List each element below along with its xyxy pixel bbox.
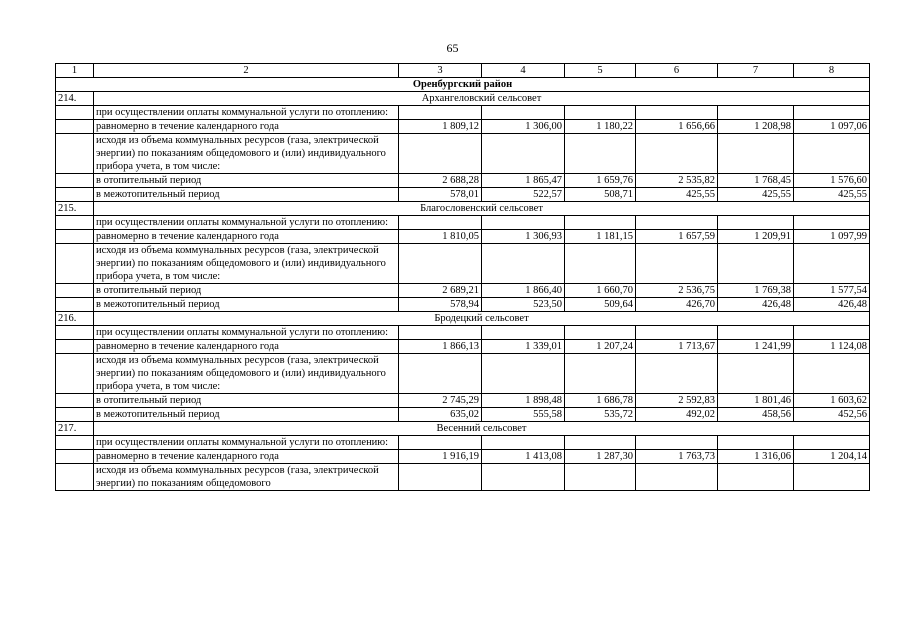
row-description: в отопительный период (94, 394, 399, 408)
value-cell (718, 354, 794, 394)
empty-number-cell (56, 408, 94, 422)
value-cell (482, 216, 565, 230)
value-cell: 1 659,76 (565, 174, 636, 188)
value-cell: 426,70 (636, 298, 718, 312)
value-cell (399, 106, 482, 120)
value-cell (482, 436, 565, 450)
value-cell (565, 244, 636, 284)
row-description: равномерно в течение календарного года (94, 450, 399, 464)
value-cell (399, 244, 482, 284)
value-cell: 1 204,14 (794, 450, 870, 464)
table-row (56, 340, 870, 354)
value-cell (794, 216, 870, 230)
empty-number-cell (56, 174, 94, 188)
value-cell (565, 134, 636, 174)
value-cell: 426,48 (794, 298, 870, 312)
header-cell: 5 (565, 64, 636, 78)
row-description: при осуществлении оплаты коммунальной услуги по отоплению: (94, 106, 399, 120)
value-cell (482, 326, 565, 340)
value-cell: 1 209,91 (718, 230, 794, 244)
value-cell: 1 413,08 (482, 450, 565, 464)
section-number: 216. (56, 312, 94, 326)
section-name: Весенний сельсовет (94, 422, 870, 436)
value-cell (794, 354, 870, 394)
row-description: исходя из объема коммунальных ресурсов (газа, электрической энергии) по показаниям общедомового и (или) индивидуального прибора учета, в том числе: (94, 244, 399, 284)
value-cell: 535,72 (565, 408, 636, 422)
value-cell (399, 216, 482, 230)
header-cell: 3 (399, 64, 482, 78)
row-description: равномерно в течение календарного года (94, 230, 399, 244)
header-cell: 2 (94, 64, 399, 78)
value-cell (636, 134, 718, 174)
value-cell: 1 241,99 (718, 340, 794, 354)
value-cell: 578,01 (399, 188, 482, 202)
value-cell: 1 809,12 (399, 120, 482, 134)
value-cell: 425,55 (794, 188, 870, 202)
empty-number-cell (56, 298, 94, 312)
value-cell: 2 689,21 (399, 284, 482, 298)
value-cell: 2 535,82 (636, 174, 718, 188)
table-row (56, 230, 870, 244)
value-cell: 1 713,67 (636, 340, 718, 354)
row-description: равномерно в течение календарного года (94, 120, 399, 134)
value-cell: 1 866,13 (399, 340, 482, 354)
value-cell: 2 688,28 (399, 174, 482, 188)
value-cell: 458,56 (718, 408, 794, 422)
value-cell: 1 656,66 (636, 120, 718, 134)
table-body (56, 64, 870, 491)
table-row (56, 298, 870, 312)
value-cell: 509,64 (565, 298, 636, 312)
value-cell (718, 244, 794, 284)
table-row (56, 436, 870, 450)
table-row (56, 106, 870, 120)
value-cell: 1 898,48 (482, 394, 565, 408)
section-number: 217. (56, 422, 94, 436)
value-cell: 1 810,05 (399, 230, 482, 244)
value-cell: 1 306,93 (482, 230, 565, 244)
row-description: при осуществлении оплаты коммунальной услуги по отоплению: (94, 436, 399, 450)
value-cell (636, 354, 718, 394)
value-cell: 1 316,06 (718, 450, 794, 464)
header-row (56, 64, 870, 78)
value-cell (482, 354, 565, 394)
value-cell: 1 097,06 (794, 120, 870, 134)
value-cell (399, 464, 482, 491)
value-cell (794, 106, 870, 120)
value-cell (399, 326, 482, 340)
section-number: 215. (56, 202, 94, 216)
value-cell: 508,71 (565, 188, 636, 202)
value-cell: 1 576,60 (794, 174, 870, 188)
header-cell: 1 (56, 64, 94, 78)
value-cell: 1 287,30 (565, 450, 636, 464)
value-cell (636, 326, 718, 340)
value-cell: 452,56 (794, 408, 870, 422)
section-header-row (56, 422, 870, 436)
value-cell (565, 106, 636, 120)
empty-number-cell (56, 244, 94, 284)
row-description: при осуществлении оплаты коммунальной услуги по отоплению: (94, 326, 399, 340)
value-cell: 2 536,75 (636, 284, 718, 298)
row-description: в межотопительный период (94, 188, 399, 202)
section-name: Архангеловский сельсовет (94, 92, 870, 106)
value-cell (794, 326, 870, 340)
table-row (56, 244, 870, 284)
section-name: Благословенский сельсовет (94, 202, 870, 216)
empty-number-cell (56, 450, 94, 464)
value-cell (399, 436, 482, 450)
value-cell: 2 592,83 (636, 394, 718, 408)
value-cell (565, 354, 636, 394)
table-row (56, 216, 870, 230)
value-cell (636, 464, 718, 491)
value-cell: 1 339,01 (482, 340, 565, 354)
value-cell (565, 216, 636, 230)
value-cell (636, 436, 718, 450)
table-row (56, 464, 870, 491)
region-row (56, 78, 870, 92)
table-row (56, 134, 870, 174)
section-header-row (56, 312, 870, 326)
empty-number-cell (56, 394, 94, 408)
row-description: исходя из объема коммунальных ресурсов (газа, электрической энергии) по показаниям общедомового и (или) индивидуального прибора учета, в том числе: (94, 134, 399, 174)
value-cell: 425,55 (636, 188, 718, 202)
table-row (56, 284, 870, 298)
table-row (56, 394, 870, 408)
value-cell (482, 244, 565, 284)
section-name: Бродецкий сельсовет (94, 312, 870, 326)
value-cell (718, 106, 794, 120)
value-cell (636, 244, 718, 284)
value-cell (718, 326, 794, 340)
value-cell: 1 660,70 (565, 284, 636, 298)
empty-number-cell (56, 134, 94, 174)
section-number: 214. (56, 92, 94, 106)
header-cell: 8 (794, 64, 870, 78)
value-cell: 1 865,47 (482, 174, 565, 188)
value-cell: 425,55 (718, 188, 794, 202)
row-description: в межотопительный период (94, 298, 399, 312)
row-description: в отопительный период (94, 174, 399, 188)
empty-number-cell (56, 216, 94, 230)
table-row (56, 326, 870, 340)
value-cell: 1 603,62 (794, 394, 870, 408)
table-row (56, 450, 870, 464)
region-title: Оренбургский район (56, 78, 870, 92)
value-cell (482, 106, 565, 120)
table-row (56, 174, 870, 188)
empty-number-cell (56, 326, 94, 340)
table-row (56, 188, 870, 202)
header-cell: 4 (482, 64, 565, 78)
empty-number-cell (56, 284, 94, 298)
row-description: исходя из объема коммунальных ресурсов (газа, электрической энергии) по показаниям общедомового (94, 464, 399, 491)
table-row (56, 408, 870, 422)
value-cell (399, 134, 482, 174)
value-cell: 1 207,24 (565, 340, 636, 354)
value-cell: 523,50 (482, 298, 565, 312)
value-cell (794, 134, 870, 174)
value-cell: 492,02 (636, 408, 718, 422)
value-cell: 1 180,22 (565, 120, 636, 134)
value-cell (718, 134, 794, 174)
value-cell: 1 686,78 (565, 394, 636, 408)
value-cell: 1 657,59 (636, 230, 718, 244)
value-cell: 1 801,46 (718, 394, 794, 408)
section-header-row (56, 202, 870, 216)
value-cell: 1 916,19 (399, 450, 482, 464)
empty-number-cell (56, 436, 94, 450)
empty-number-cell (56, 230, 94, 244)
value-cell: 1 306,00 (482, 120, 565, 134)
empty-number-cell (56, 340, 94, 354)
row-description: в межотопительный период (94, 408, 399, 422)
value-cell: 1 181,15 (565, 230, 636, 244)
value-cell (718, 464, 794, 491)
value-cell (718, 436, 794, 450)
value-cell: 1 769,38 (718, 284, 794, 298)
row-description: при осуществлении оплаты коммунальной услуги по отоплению: (94, 216, 399, 230)
value-cell (482, 464, 565, 491)
value-cell: 578,94 (399, 298, 482, 312)
table-row (56, 354, 870, 394)
value-cell: 522,57 (482, 188, 565, 202)
row-description: в отопительный период (94, 284, 399, 298)
table-row (56, 120, 870, 134)
value-cell (794, 436, 870, 450)
value-cell (636, 106, 718, 120)
value-cell: 1 124,08 (794, 340, 870, 354)
row-description: равномерно в течение календарного года (94, 340, 399, 354)
value-cell: 1 208,98 (718, 120, 794, 134)
tariff-table (55, 63, 870, 491)
empty-number-cell (56, 354, 94, 394)
value-cell: 555,58 (482, 408, 565, 422)
section-header-row (56, 92, 870, 106)
value-cell: 1 866,40 (482, 284, 565, 298)
value-cell: 1 763,73 (636, 450, 718, 464)
header-cell: 6 (636, 64, 718, 78)
empty-number-cell (56, 106, 94, 120)
value-cell: 1 097,99 (794, 230, 870, 244)
value-cell (794, 244, 870, 284)
value-cell (565, 464, 636, 491)
value-cell: 1 577,54 (794, 284, 870, 298)
value-cell (718, 216, 794, 230)
value-cell (794, 464, 870, 491)
page-number: 65 (446, 41, 459, 55)
empty-number-cell (56, 120, 94, 134)
value-cell: 1 768,45 (718, 174, 794, 188)
value-cell (565, 436, 636, 450)
value-cell (636, 216, 718, 230)
empty-number-cell (56, 464, 94, 491)
value-cell: 426,48 (718, 298, 794, 312)
value-cell: 635,02 (399, 408, 482, 422)
empty-number-cell (56, 188, 94, 202)
value-cell: 2 745,29 (399, 394, 482, 408)
value-cell (565, 326, 636, 340)
value-cell (399, 354, 482, 394)
row-description: исходя из объема коммунальных ресурсов (газа, электрической энергии) по показаниям общедомового и (или) индивидуального прибора учета, в том числе: (94, 354, 399, 394)
header-cell: 7 (718, 64, 794, 78)
value-cell (482, 134, 565, 174)
